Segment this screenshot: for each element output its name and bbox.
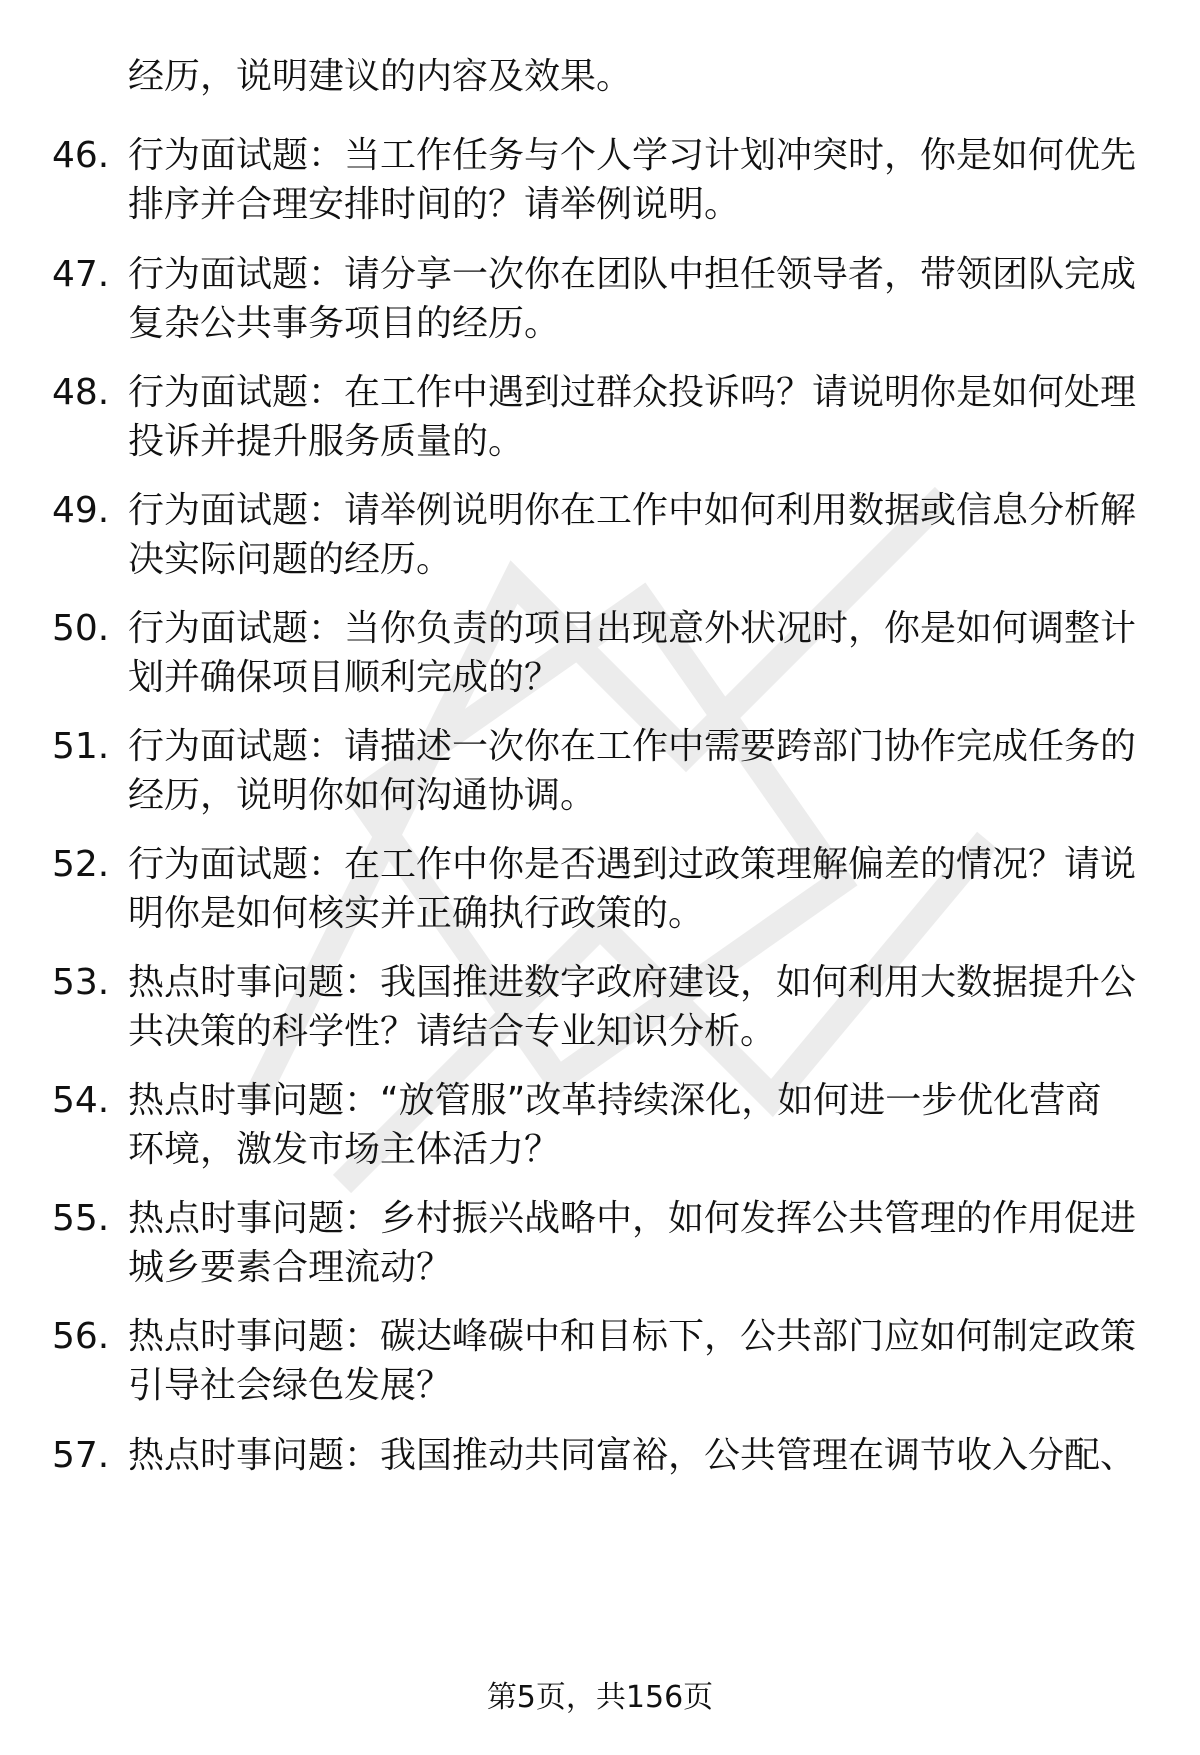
- item-text: 行为面试题：请举例说明你在工作中如何利用数据或信息分析解 决实际问题的经历。: [128, 490, 1137, 580]
- item-text: 热点时事问题：“放管服”改革持续深化，如何进一步优化营商 环境，激发市场主体活力？: [128, 1080, 1102, 1170]
- item-text: 热点时事问题：碳达峰碳中和目标下，公共部门应如何制定政策 引导社会绿色发展？: [128, 1316, 1137, 1406]
- item-number: 54.: [52, 1080, 110, 1121]
- item-number: 55.: [52, 1198, 110, 1239]
- item-number: 56.: [52, 1316, 110, 1357]
- item-text: 行为面试题：当你负责的项目出现意外状况时，你是如何调整计 划并确保项目顺利完成的？: [128, 608, 1137, 698]
- item-number: 47.: [52, 254, 110, 295]
- item-number: 50.: [52, 608, 110, 649]
- item-number: 46.: [52, 135, 110, 176]
- item-text: 行为面试题：当工作任务与个人学习计划冲突时，你是如何优先 排序并合理安排时间的？请举例说明。: [128, 135, 1137, 225]
- item-number: 51.: [52, 726, 110, 767]
- item-text: 经历，说明建议的内容及效果。: [128, 56, 633, 97]
- item-number: 53.: [52, 962, 110, 1003]
- item-text: 热点时事问题：我国推动共同富裕，公共管理在调节收入分配、: [128, 1435, 1137, 1476]
- item-text: 行为面试题：在工作中你是否遇到过政策理解偏差的情况？请说 明你是如何核实并正确执行政策的。: [128, 844, 1137, 934]
- item-text: 行为面试题：请描述一次你在工作中需要跨部门协作完成任务的 经历，说明你如何沟通协调。: [128, 726, 1137, 816]
- page-footer: 第5页，共156页: [486, 1680, 714, 1715]
- item-number: 52.: [52, 844, 110, 885]
- item-number: 49.: [52, 490, 110, 531]
- item-number: 48.: [52, 372, 110, 413]
- item-text: 行为面试题：在工作中遇到过群众投诉吗？请说明你是如何处理 投诉并提升服务质量的。: [128, 372, 1137, 462]
- item-text: 热点时事问题：我国推进数字政府建设，如何利用大数据提升公 共决策的科学性？请结合专业知识分析。: [128, 962, 1137, 1052]
- item-text: 行为面试题：请分享一次你在团队中担任领导者，带领团队完成 复杂公共事务项目的经历。: [128, 254, 1137, 344]
- item-number: 57.: [52, 1435, 110, 1476]
- item-text: 热点时事问题：乡村振兴战略中，如何发挥公共管理的作用促进 城乡要素合理流动？: [128, 1198, 1137, 1288]
